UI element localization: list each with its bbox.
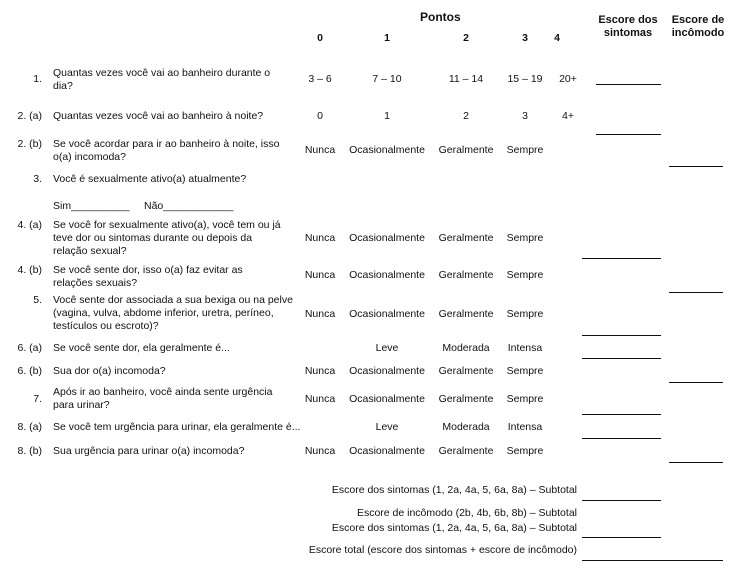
answer-option: Nunca xyxy=(304,308,336,320)
points-col-1: 1 xyxy=(384,32,390,44)
question-text: Se você sente dor, isso o(a) faz evitar as relações sexuais? xyxy=(53,264,243,289)
bother-score-line[interactable] xyxy=(669,462,723,463)
question-number: 6. (a) xyxy=(17,342,42,354)
symptom-score-line[interactable] xyxy=(582,438,661,439)
answer-option: 7 – 10 xyxy=(372,73,402,85)
answer-option: Sempre xyxy=(506,393,544,405)
answer-option: Intensa xyxy=(507,342,543,354)
answer-option: Ocasionalmente xyxy=(349,269,425,281)
points-col-4: 4 xyxy=(554,32,560,44)
question-text: Se você acordar para ir ao banheiro à noite, isso o(a) incomoda? xyxy=(53,138,280,163)
answer-option: Nunca xyxy=(304,144,336,156)
answer-option: Geralmente xyxy=(438,144,494,156)
question-text: Sua urgência para urinar o(a) incomoda? xyxy=(53,445,245,457)
points-col-3: 3 xyxy=(522,32,528,44)
symptom-subtotal-label-2: Escore dos sintomas (1, 2a, 4a, 5, 6a, 8a) – Subtotal xyxy=(331,522,577,534)
answer-option: Nunca xyxy=(304,445,336,457)
question-number: 7. xyxy=(33,393,42,405)
symptom-subtotal-line[interactable] xyxy=(582,500,661,501)
answer-option: Leve xyxy=(375,342,399,354)
answer-option: Moderada xyxy=(442,421,490,433)
answer-option: Sempre xyxy=(506,445,544,457)
pontos-header: Pontos xyxy=(420,10,461,24)
question-text: Se você for sexualmente ativo(a), você tem ou já teve dor ou sintomas durante ou depois da relação sexual? xyxy=(53,219,281,257)
symptom-score-line[interactable] xyxy=(596,84,661,85)
total-score-line[interactable] xyxy=(582,560,723,561)
total-score-label: Escore total (escore dos sintomas + escore de incômodo) xyxy=(308,544,577,556)
answer-option: Geralmente xyxy=(438,308,494,320)
answer-option: 1 xyxy=(384,110,390,122)
symptom-score-line[interactable] xyxy=(596,134,661,135)
question-number: 6. (b) xyxy=(17,365,42,377)
question-text: Se você sente dor, ela geralmente é... xyxy=(53,342,230,354)
answer-option: Geralmente xyxy=(438,232,494,244)
answer-option: Nunca xyxy=(304,232,336,244)
answer-option: Sempre xyxy=(506,269,544,281)
question-number: 5. xyxy=(33,294,42,306)
nao-field[interactable]: Não____________ xyxy=(144,200,234,212)
answer-option: 3 xyxy=(522,110,528,122)
bother-subtotal-label: Escore de incômodo (2b, 4b, 6b, 8b) – Subtotal xyxy=(356,507,577,519)
question-number: 8. (a) xyxy=(17,421,42,433)
question-text: Se você tem urgência para urinar, ela geralmente é... xyxy=(53,421,301,433)
answer-option: Sempre xyxy=(506,144,544,156)
answer-option: 2 xyxy=(463,110,469,122)
answer-option: Geralmente xyxy=(438,393,494,405)
question-text: Você é sexualmente ativo(a) atualmente? xyxy=(53,173,247,185)
answer-option: 20+ xyxy=(559,73,577,85)
points-col-0: 0 xyxy=(317,32,323,44)
answer-option: Sempre xyxy=(506,308,544,320)
question-text: Após ir ao banheiro, você ainda sente urgência para urinar? xyxy=(53,386,273,411)
symptom-score-line[interactable] xyxy=(582,358,661,359)
bother-score-line[interactable] xyxy=(669,382,723,383)
sim-field[interactable]: Sim__________ xyxy=(53,200,130,212)
question-text: Quantas vezes você vai ao banheiro durante o dia? xyxy=(53,67,271,92)
answer-option: Nunca xyxy=(304,365,336,377)
question-number: 2. (b) xyxy=(17,138,42,150)
answer-option: 0 xyxy=(317,110,323,122)
bother-score-line[interactable] xyxy=(669,166,723,167)
question-number: 1. xyxy=(33,73,42,85)
answer-option: Ocasionalmente xyxy=(349,365,425,377)
answer-option: Geralmente xyxy=(438,445,494,457)
answer-option: Geralmente xyxy=(438,365,494,377)
question-text: Você sente dor associada a sua bexiga ou na pelve (vagina, vulva, abdome inferior, uretra, períneo, testículos ou escroto)? xyxy=(53,294,293,332)
answer-option: Ocasionalmente xyxy=(349,393,425,405)
symptom-score-header: Escore dos sintomas xyxy=(598,14,658,39)
answer-option: Ocasionalmente xyxy=(349,232,425,244)
answer-option: 15 – 19 xyxy=(507,73,543,85)
symptom-score-line[interactable] xyxy=(582,335,661,336)
answer-option: 11 – 14 xyxy=(448,73,484,85)
bother-subtotal-line[interactable] xyxy=(582,537,661,538)
answer-option: Moderada xyxy=(442,342,490,354)
bother-score-line[interactable] xyxy=(669,292,723,293)
symptom-score-line[interactable] xyxy=(582,258,661,259)
answer-option: Intensa xyxy=(507,421,543,433)
bother-score-header: Escore de incômodo xyxy=(671,14,725,39)
question-number: 3. xyxy=(33,173,42,185)
answer-option: 3 – 6 xyxy=(308,73,332,85)
question-text: Quantas vezes você vai ao banheiro à noite? xyxy=(53,110,264,122)
points-col-2: 2 xyxy=(463,32,469,44)
answer-option: Leve xyxy=(375,421,399,433)
question-number: 8. (b) xyxy=(17,445,42,457)
answer-option: Sempre xyxy=(506,365,544,377)
question-number: 4. (a) xyxy=(17,219,42,231)
answer-option: Ocasionalmente xyxy=(349,144,425,156)
symptom-subtotal-label: Escore dos sintomas (1, 2a, 4a, 5, 6a, 8a) – Subtotal xyxy=(331,484,577,496)
question-text: Sua dor o(a) incomoda? xyxy=(53,365,166,377)
answer-option: Nunca xyxy=(304,269,336,281)
answer-option: 4+ xyxy=(562,110,574,122)
question-number: 4. (b) xyxy=(17,264,42,276)
answer-option: Ocasionalmente xyxy=(349,445,425,457)
symptom-score-line[interactable] xyxy=(582,414,661,415)
question-number: 2. (a) xyxy=(17,110,42,122)
answer-option: Nunca xyxy=(304,393,336,405)
answer-option: Geralmente xyxy=(438,269,494,281)
answer-option: Ocasionalmente xyxy=(349,308,425,320)
answer-option: Sempre xyxy=(506,232,544,244)
